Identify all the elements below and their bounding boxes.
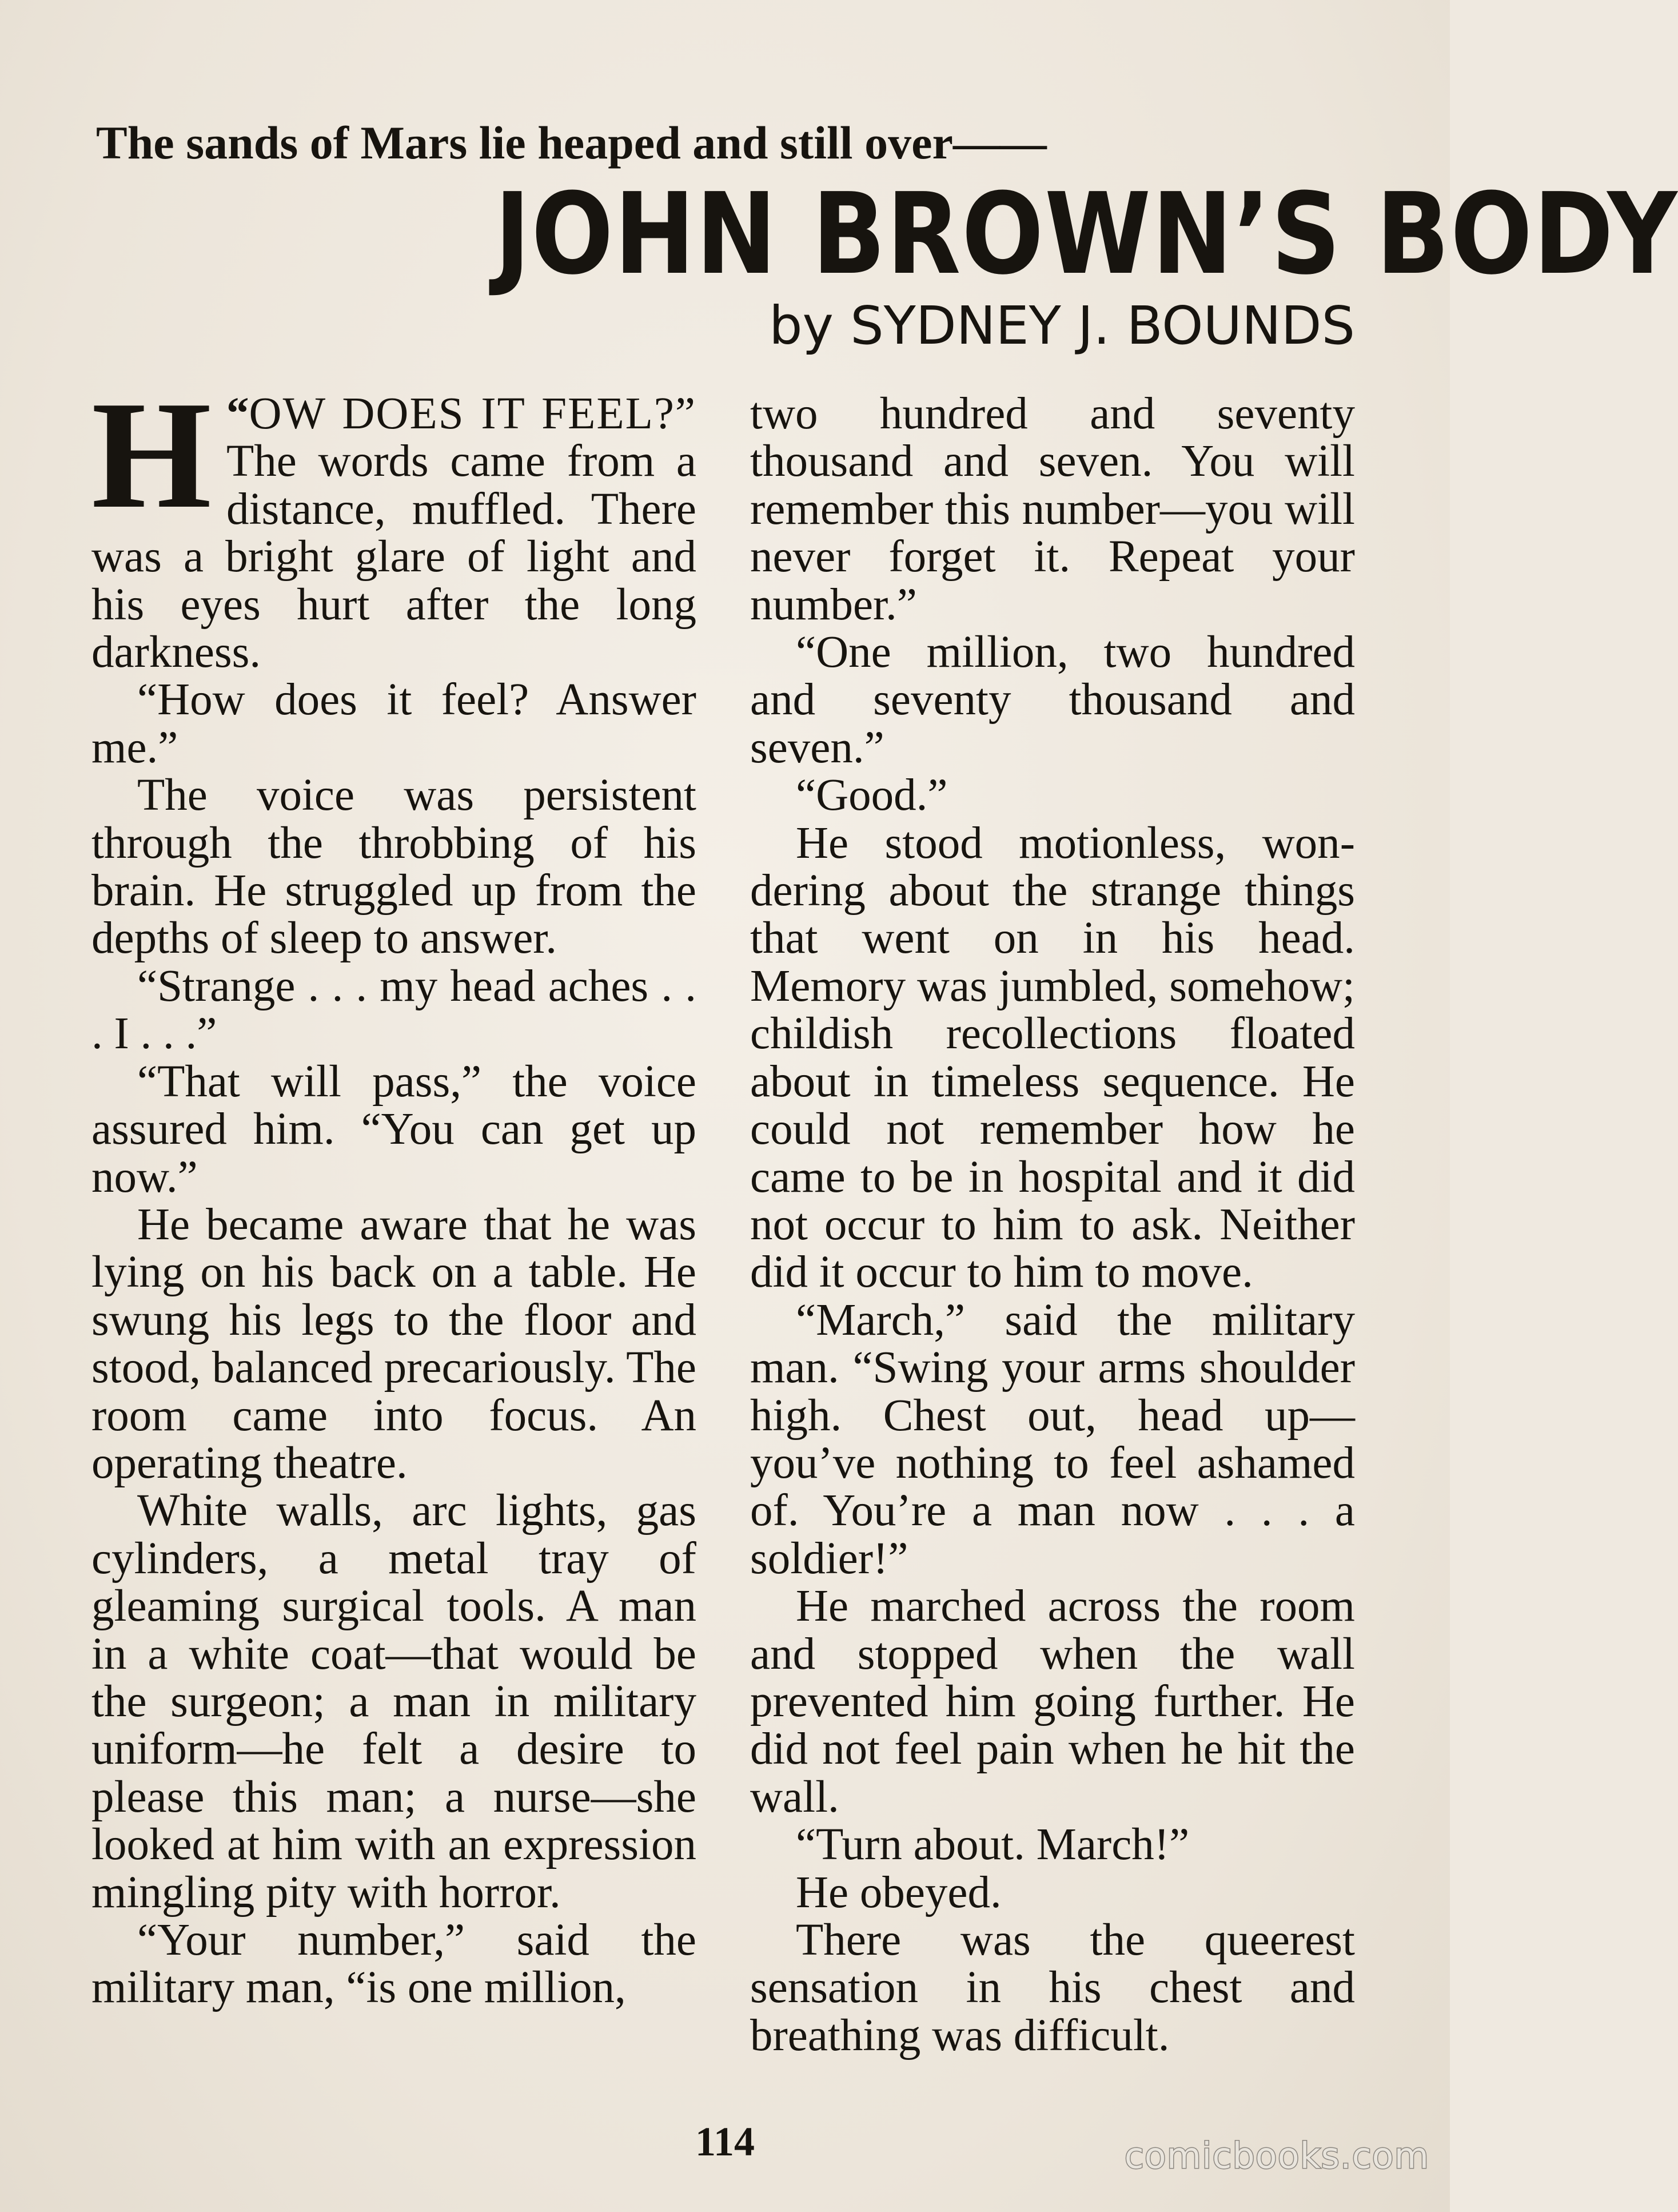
paragraph: “Strange . . . my head aches . . . I . . .” <box>91 961 696 1059</box>
site-watermark: comicbooks.com <box>1124 2135 1429 2177</box>
paragraph: There was the queerest sensation in his chest and breathing was difficult. <box>750 1915 1355 2060</box>
paragraph: “That will pass,” the voice assured him. “You can get up now.” <box>91 1056 696 1202</box>
text-column-right <box>750 390 1355 2059</box>
paragraph: He obeyed. <box>796 1867 1002 1917</box>
paragraph: “Good.” <box>796 770 948 821</box>
paragraph: “Turn about. March!” <box>796 1820 1190 1870</box>
paragraph-continuation: two hundred and seventy thousand and seven. You will remember this number—you will never forget it. Repeat your number.” <box>750 389 1355 630</box>
opening-quote-mark: “ <box>226 389 249 439</box>
paragraph: He marched across the room and stopped when the wall prevented him going further. He did not feel pain when he hit the wall. <box>750 1581 1355 1822</box>
drop-cap: H <box>91 369 212 540</box>
paragraph: “One million, two hundred and seventy thousand and seven.” <box>750 627 1355 773</box>
story-tagline: The sands of Mars lie heaped and still over—— <box>96 117 1047 169</box>
paragraph: He stood motionless, wondering about the strange things that went on in his head. Memory was jumbled, somehow; childish recollections floated about in timeless sequence. He could not remember how he came to be in hospital and it did not occur to him to ask. Neither did it occur to him to move. <box>750 818 1355 1298</box>
author-byline: by SYDNEY J. BOUNDS <box>769 295 1355 356</box>
opening-text: The words came from a distance, muffled. There was a bright glare of light and his eyes hurt after the long darkness. <box>91 436 696 678</box>
paragraph: He became aware that he was lying on his back on a table. He swung his legs to the floor and stood, balanced precariously. The room came into focus. An operating theatre. <box>91 1199 696 1488</box>
paragraph: “Your number,” said the military man, “is one million, <box>91 1915 696 2013</box>
paragraph: The voice was persistent through the throbbing of his brain. He struggled up from the depths of sleep to answer. <box>91 770 696 964</box>
story-title: JOHN BROWN’S BODY <box>495 169 1678 300</box>
paragraph: White walls, arc lights, gas cylinders, a metal tray of gleaming surgical tools. A man in a white coat—that would be the surgeon; a man in military uniform—he felt a desire to please this man; a nurse—she looked at him with an expression mingling pity with horror. <box>91 1486 696 1917</box>
opening-paragraph <box>91 369 696 678</box>
opening-smallcaps: OW DOES IT FEEL?” <box>249 389 696 439</box>
text-column-left <box>91 369 696 2013</box>
paragraph: “How does it feel? Answer me.” <box>91 675 696 773</box>
page-number: 114 <box>695 2119 755 2165</box>
paragraph: “March,” said the military man. “Swing your arms shoulder high. Chest out, head up—you’ve nothing to feel ashamed of. You’re a man now . . . a soldier!” <box>750 1295 1355 1584</box>
